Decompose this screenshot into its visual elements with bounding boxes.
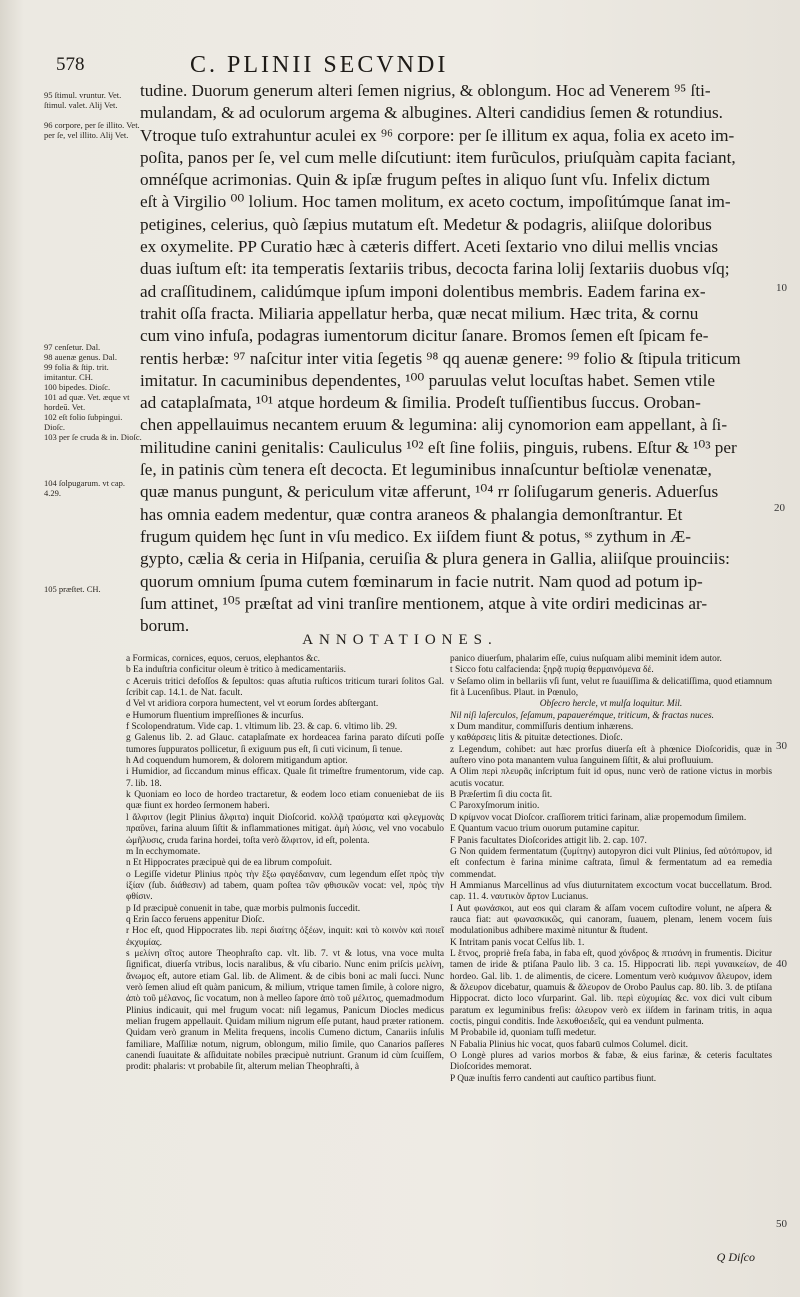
annotation-entry: f Scolopendratum. Vide cap. 1. vltimum lib. 23. & cap. 6. vltimo lib. 29.	[126, 722, 398, 733]
page-header	[40, 52, 780, 80]
annotation-entry: p Id præcipuè conuenit in tabe, quæ morbis pulmonis ſuccedit.	[126, 903, 361, 914]
annotation-entry: k Quoniam eo loco de hordeo tractaretur, & eodem loco etiam conueniebat de iis quæ fiunt ex hordeo ſermonem haberi.	[126, 790, 444, 812]
text-line: ex oxymelite. PP Curatio hæc à cæteris differt. Aceti ſextario vno dilui mellis vncias	[140, 237, 719, 257]
margin-note: 95 ſtimul. vruntur. Vet. ſtimul. valet. Alij Vet.	[44, 90, 122, 110]
text-line: petigines, celerius, quò ſæpius mutatum eſt. Medetur & podagris, aliiſque doloribus	[140, 214, 712, 234]
annotation-entry: a Formicas, cornices, equos, ceruos, elephantos &c.	[126, 654, 320, 664]
text-line: ad cataplaſmata, ¹⁰¹ atque hordeum & ſimilia. Prodeſt tuſſientibus ſuccus. Oroban-	[140, 393, 701, 413]
annotation-entry: m In ecchymomate.	[126, 846, 201, 857]
annotation-entry: b Ea induſtria conficitur oleum è tritico à medicamentariis.	[126, 665, 346, 676]
annotation-entry: K Intritam panis vocat Celſus lib. 1.	[450, 937, 585, 948]
margin-note: 99 folia & ſtip. trit. imitantur. CH.	[44, 362, 109, 382]
main-text	[140, 80, 772, 637]
margin-note: 96 corpore, per ſe illito. Vet. per ſe, vel illito. Alij Vet.	[44, 120, 140, 140]
text-line: gypto, cælia & ceria in Hiſpania, ceruiſia & plura genera in Gallia, aliiſque prouinciis:	[140, 549, 730, 569]
line-number: 30	[776, 740, 787, 752]
margin-note: 101 ad quæ. Vet. æque vt hordeū. Vet.	[44, 392, 130, 412]
annotation-entry: H Ammianus Marcellinus ad vſus diuturnitatem excoctum vocat buccellatum. Brod. cap. 11. 4. ναυτικὸν ἄρτον Lucianus.	[450, 880, 772, 903]
annotation-entry: d Vel vt aridiora corpora humectent, vel vt eorum ſordes abſtergant.	[126, 699, 379, 710]
annotations-right-column	[450, 654, 772, 1085]
annotation-entry: q Erin ſacco feruens appenitur Dioſc.	[126, 914, 265, 925]
annotation-entry: x Dum manditur, commiſſuris dentium inhærens.	[450, 722, 634, 733]
annotation-entry: z Legendum, cohibet: aut hæc prorſus diuerſa eſt à phœnice Dioſcoridis, quæ in auſtero vino pota manantem vulua ſanguinem ſiſtit, & alui profluuium.	[450, 744, 772, 767]
annotation-entry: Obſecro hercle, vt mulſa loquitur. Mil.	[539, 699, 683, 710]
text-line: tudine. Duorum generum alteri ſemen nigrius, & oblongum. Hoc ad Venerem ⁹⁵ ſti-	[140, 81, 711, 100]
margin-note: 102 eſt folio ſubpingui. Dioſc.	[44, 412, 123, 432]
annotation-entry: O Longè plures ad varios morbos & fabæ, & eius farinæ, & ceteris facultates Dioſcorides memorat.	[450, 1051, 772, 1073]
annotation-entry: M Probabile id, quoniam tuſſi medetur.	[450, 1028, 597, 1039]
text-line: mulandam, & ad oculorum argema & albugines. Alteri candidius ſemen & rotundius.	[140, 103, 723, 123]
text-line: ad craſſitudinem, calidúmque ipſum imponi dolentibus membris. Eadem farina ex-	[140, 281, 706, 301]
annotation-entry: C Paroxyſmorum initio.	[450, 801, 540, 812]
annotation-entry: r Hoc eſt, quod Hippocrates lib. περὶ διαίτης ὀξέων, inquit: καὶ τὸ κοινὸν καὶ ποιεῖ ἐκχυμίας.	[126, 926, 444, 948]
annotation-entry: F Panis facultates Dioſcorides attigit lib. 2. cap. 107.	[450, 835, 647, 846]
text-line: quæ manus pungunt, & periculum vitæ afferunt, ¹⁰⁴ rr ſoliſugarum generis. Aduerſus	[140, 482, 719, 502]
text-line: has omnia eadem medentur, quæ contra araneos & phalangia demonſtrantur. Et	[140, 504, 683, 524]
margin-note: 105 præſtet. CH.	[44, 584, 101, 594]
text-line: chen appellauimus necantem eruum & legumina: alij cynomorion eam appellant, à ſi-	[140, 415, 728, 435]
annotation-entry: A Olim περὶ πλευρᾶς inſcriptum fuit id opus, nunc verò de ratione victus in morbis acutis vocatur.	[450, 767, 772, 789]
annotation-entry: i Humidior, ad ſiccandum minus efficax. Quale ſit trimeſtre frumentorum, vide cap. 7. lib. 18.	[126, 767, 444, 789]
margin-note: 103 per ſe cruda & in. Dioſc.	[44, 432, 142, 442]
annotation-entry: c Aceruis tritici defoſſos & ſepultos: quas aſtutia ruſticos triticum turari ſolitos Gal. ſcribit cap. 14.1. de Nat. facult.	[126, 676, 444, 699]
margin-note: 98 auenæ genus. Dal.	[44, 352, 117, 362]
annotation-entry: Nil niſi laſerculos, ſeſamum, papauerémque, triticum, & fractas nuces.	[450, 710, 714, 721]
running-title: C. PLINII SECVNDI	[190, 52, 449, 78]
line-number: 50	[776, 1218, 787, 1230]
text-line: quorum omnium ſpuma cutem fœminarum in facie nutrit. Nam quod ad potum ip-	[140, 571, 703, 591]
annotation-entry: B Præſertim ſi diu cocta ſit.	[450, 790, 553, 801]
annotations-heading: ANNOTATIONES.	[302, 632, 498, 648]
line-number: 40	[776, 958, 787, 970]
annotation-entry: o Legiſſe videtur Plinius πρὸς τὴν ἔξω φαγέδαιναν, cum legendum eſſet πρὸς τὴν ἰξίαν (ſub. διάθεσιν) ad tabem, quam poſtea τῶν φθισικῶν vocat: vel, πρὸς τὴν φθίσιν.	[126, 869, 444, 903]
page-number: 578	[56, 54, 85, 75]
text-line: Vtroque tuſo extrahuntur aculei ex ⁹⁶ corpore: per ſe illitum ex aqua, folia ex aceto im-	[140, 125, 735, 145]
annotation-entry: e Humorum fluentium impreſſiones & incurſus.	[126, 710, 304, 721]
text-line: poſita, panos per ſe, vel cum melle diſcutiunt: item furũculos, priuſquàm capita faciant,	[140, 147, 736, 167]
text-line: rentis herbæ: ⁹⁷ naſcitur inter vitia ſegetis ⁹⁸ qq auenæ genere: ⁹⁹ folio & ſtipula triticum	[140, 348, 741, 368]
annotation-entry: g Galenus lib. 2. ad Glauc. cataplaſmate ex hordeacea farina parato diſcuti poſſe tumores ſuppuratos pollicetur, ſi exiguum pus eſt, ſi cuti vicinum, ſi tenue.	[126, 733, 444, 755]
annotation-entry: I Aut φωνάσκοι, aut eos qui claram & aſſam vocem cuſtodire volunt, ne aſpera & rauca fiat: aut φωνασκικῶς, qui canoram, ſuauem, plenam, lenem vocem ſuis modulationibus adhibere maximè nituntur & ſtudent.	[450, 903, 772, 937]
text-line: duas iuſtum eſt: ita temperatis ſextariis tribus, decocta farina lolij ſextariis duobus vſq;	[140, 259, 730, 279]
annotation-entry: D κρίμνον vocat Dioſcor. craſſiorem tritici farinam, aliæ propemodum ſimilem.	[450, 812, 747, 823]
text-line: borum.	[140, 616, 190, 636]
margin-note: 97 cenſetur. Dal.	[44, 342, 101, 352]
annotation-entry: P Quæ inuſtis ferro candenti aut cauſtico partibus fiunt.	[450, 1073, 657, 1084]
annotation-entry: t Sicco fotu calfacienda: ξηρᾷ πυρίᾳ θερμαινόμενα δέ.	[450, 665, 654, 676]
text-line: ſe, in patinis cùm tenera eſt decocta. Et leguminibus innaſcuntur beſtiolæ venenatæ,	[140, 460, 712, 480]
catchword: Q Diſco	[716, 1250, 755, 1264]
text-line: cum vino infuſa, podagras iumentorum dicitur ſanare. Bromos ſemen eſt ſpicam fe-	[140, 326, 709, 346]
margin-note: 104 ſolpugarum. vt cap. 4.29.	[44, 478, 125, 498]
annotation-entry: n Et Hippocrates præcipuè qui de ea librum compoſuit.	[126, 858, 332, 869]
text-line: trahit oſſa fracta. Miliaria appellatur herba, quæ necat milium. Hæc trita, & cornu	[140, 303, 699, 323]
text-line: omnéſque acrimonias. Quin & ipſæ frugum peſtes in aliquo ſunt vſu. Infelix dictum	[140, 170, 710, 190]
text-line: ſum attinet, ¹⁰⁵ præſtat ad vini tranſire mentionem, atque à vite ordiri medicinas ar-	[140, 593, 708, 613]
line-number: 20	[774, 502, 785, 514]
annotation-entry: v Seſamo olim in bellariis vſi ſunt, velut re ſuauiſſima & delicatiſſima, quod etiamnum fit à Lucenſibus. Plaut. in Pœnulo,	[450, 676, 772, 699]
line-number: 10	[776, 282, 787, 294]
annotations-left-column	[126, 654, 444, 1074]
text-line: eſt à Virgilio ⁰⁰ lolium. Hoc tamen molitum, ex aceto coctum, impoſitúmque ſanat im-	[140, 192, 731, 212]
annotation-entry: l ἄλφιτον (legit Plinius ἄλφιτα) inquit Dioſcorid. κολλᾷ τραύματα καὶ φλεγμονὰς πραΰνει, farina aluum ſiſtit & inflammationes mitigat. ἀμὴ λύσις, vel vno vocabulo ὠμῆλυσις, cruda farina hordei, toſta verò ἄλφιτον, id eſt, polenta.	[126, 812, 444, 846]
annotation-entry: y καθάρσεις litis & pituitæ detectiones. Dioſc.	[450, 733, 623, 744]
annotation-entry: s μελίνη σῖτος autore Theophraſto cap. vlt. lib. 7. vt & lotus, vna voce multa ſignificat, diuerſa vtribus, locis naralibus, & vſu cibario. Nunc enim priſcis μελίνη, ἄνωμος eſt, autore etiam Gal. lib. de Aliment. & de cibis boni ac mali ſucci. Nunc verò ſemen aliud eſt quàm panicum, & milium, vtrique tamen ſimile, à colore nigro, ἀπὸ τοῦ μέλανος, ſic vocatum, non à melleo ſapore ἀπὸ τοῦ μέλιτος, quemadmodum Plinius indicauit, qui mel frugum vocat: niſi legamus, Panicum Diocles medicus melian frugem appellauit. Quidam milium nigrum eſſe putant, haud præter rationem. Quidam verò granum in Melita frequens, incolis Cumeno dictum, Canariis inſulis familiare, Maſſiliæ notum, nigrum, oblongum, milio ſimile, quo Canarios paſſeres canendi ſuauitate & aſſiduitate nobiles præcipuè nutriunt. Granum id cùm ſcuiſſem, prodit: phalaris: vt probabile ſit, alterum melian Theophraſti, à	[126, 948, 444, 1073]
text-line: militudine canini genitalis: Cauliculus ¹⁰² eſt ſine foliis, pinguis, rubens. Eſtur & ¹⁰³ per	[140, 437, 737, 457]
text-line: imitatur. In cacuminibus dependentes, ¹⁰⁰ paruulas velut locuſtas habet. Semen vtile	[140, 370, 715, 390]
annotation-entry: panico diuerſum, phalarim eſſe, cuius nuſquam alibi meminit idem autor.	[450, 654, 722, 664]
annotation-entry: G Non quidem fermentatum (ζυμίτην) autopyron dici vult Plinius, ſed αὐτόπυρον, id eſt confectum è farina minime caſtrata, ſimul & fermentatum ad ea remedia commendat.	[450, 846, 772, 880]
margin-note: 100 bipedes. Dioſc.	[44, 382, 111, 392]
annotation-entry: N Fabalia Plinius hic vocat, quos fabarū culmos Columel. dicit.	[450, 1039, 688, 1050]
text-line: frugum quidem hęc ſunt in vſu medico. Ex iiſdem fiunt & potus, ˢˢ zythum in Æ-	[140, 526, 692, 546]
annotation-entry: h Ad coquendum humorem, & dolorem mitigandum aptior.	[126, 756, 348, 767]
annotation-entry: E Quantum vacuo trium ouorum putamine capitur.	[450, 824, 640, 835]
annotation-entry: L ἔτνος, propriè freſa faba, in faba eſt, quod χόνδρος & πτισάνη in frumentis. Dicitur tamen de iride & ptiſana Paulo lib. 3 ca. 15. Hippocrati lib. περὶ γυναικείων, de hordeo. Gal. lib. 1. de alimentis, de cicere. Lomentum verò κυάμινον ἄλευρον, idem & ἄλευρον dicebatur, quamuis & ἄλευρον de Orobo Paulus cap. 80. lib. 3. de ptiſana Hippocrat. dicto loco vſurparint. Gal. lib. περὶ εὐχυμίας &c. vox dici vult cibum paratum ex leguminibus freſis: ἀλευρον verò ex iiſdem in farinam tritis, in aqua coctis, pingui conditis. Inde λεκυθοειδεῖς, qui ea vendunt pulmenta.	[450, 948, 772, 1027]
